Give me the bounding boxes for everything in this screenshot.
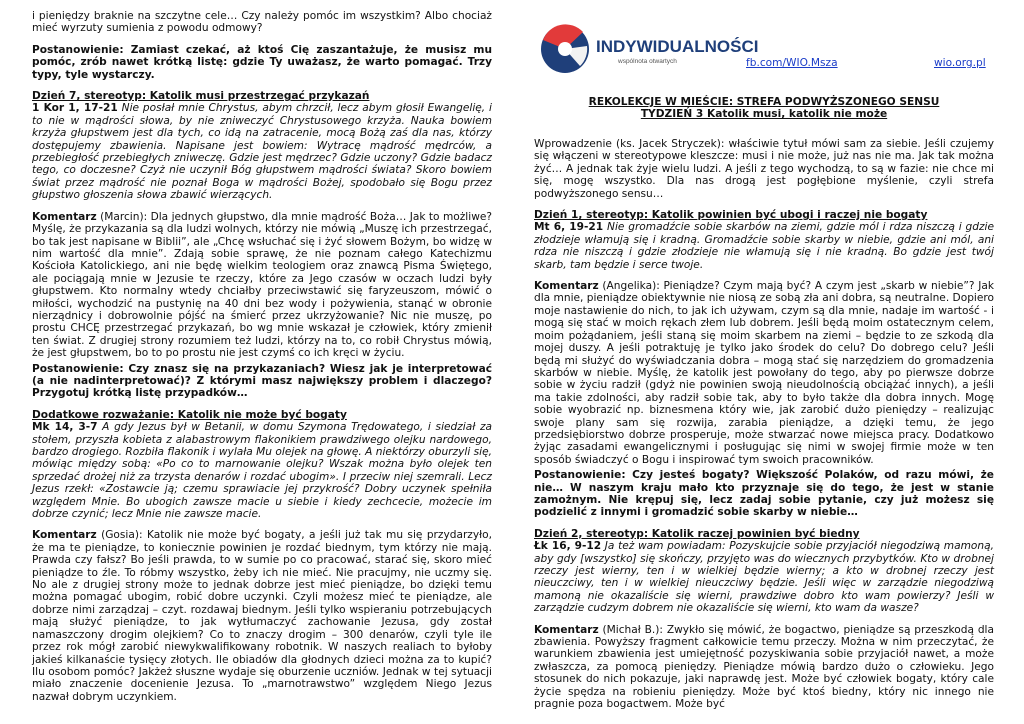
logo-text: INDYWIDUALNOŚCI (596, 37, 759, 56)
comment-text: (Angelika): Pieniądze? Czym mają być? A czym jest „skarb w niebie”? Jak dla mnie, pieniądze obiektywnie nie niosą ze sobą zła ani dobra, są neutralne. Dopiero moje nastawienie do nich, to jak ich używam, czym są dla mnie, nadaje im wartość - i mogą się stać w moich rękach złem lub dobrem. Jeśli będą moim ostatecznym celem, moim pożądaniem, jeśli staną się moim skarbem na ziemi – będzie to ze szkodą dla mojej duszy. A jeśli potraktuję je tylko jako środek do celu? Do dobrego celu? Jeśli będą mi służyć do wyświadczania dobra – mogą stać się narzędziem do gromadzenia skarbów w niebie. Myślę, że katolik jest powołany do tego, aby po pierwsze dobrze sobie w życiu radził (gdyż nie powinien swoją nieudolnością obciążać innych), a jeśli ma takie zdolności, aby radził sobie tak, aby to było także dla dobra innych. Mogę sobie wyobrazić np. biznesmena który wie, jak zarobić dużo pieniędzy – realizując swoje plany sam się rozwija, zarabia pieniądze, a dzięki temu, że jego przedsiębiorstwo dobrze prosperuje, może stwarzać nowe miejsca pracy. Dodatkowo żyjąc zasadami ewangelicznymi i posługując się nimi w swojej firmie może w ten sposób świadczyć o Bogu i inspirować tym swoich pracowników. (534, 280, 994, 466)
scripture-text: A gdy Jezus był w Betanii, w domu Szymona Trędowatego, i siedział za stołem, przyszła kobieta z alabastrowym flakonikiem prawdziwego olejku nardowego, bardzo drogiego. Rozbiła flakonik i wylała Mu olejek na głowę. A niektórzy oburzyli się, mówiąc między sobą: «Po co to marnowanie olejku? Wszak można było olejek ten sprzedać drożej niż za trzysta denarów i rozdać ubogim». I przeciw niej szemrali. Lecz Jezus rzekł: «Zostawcie ją; czemu sprawiacie jej przykrość? Dobry uczynek spełniła względem Mnie. Bo ubogich zawsze macie u siebie i kiedy zechcecie, możecie im dobrze czynić; lecz Mnie nie zawsze macie. (32, 421, 493, 521)
left-column (32, 10, 492, 712)
scripture-reference: Łk 16, 9-12 (534, 540, 602, 553)
indywidualnosci-logo (538, 22, 759, 82)
section-heading: Dodatkowe rozważanie: Katolik nie może być bogaty (32, 408, 347, 421)
comment-text: (Michał B.): Zwykło się mówić, że bogactwo, pieniądze są przeszkodą dla zbawienia. Powyższy fragment całkowicie temu przeczy. Można w nim przeczytać, że warunkiem zbawienia jest umiejętność pozyskiwania sobie przyjaciół nawet, a może zwłaszcza, za pomocą pieniędzy. Pieniądze mówią bardzo dużo o człowieku. Jego stosunek do nich pokazuje, jaki naprawdę jest. Może być człowiek bogaty, który cale życie spędza na robieniu pieniędzy. Może być ktoś biedny, który nic innego nie pragnie poza bogactwem. Może być (534, 623, 994, 711)
resolution-paragraph: Postanowienie: Zamiast czekać, aż ktoś Cię zaszantażuje, że musisz mu pomóc, zrób nawet krótką listę: gdzie Ty uważasz, że warto pomagać. Trzy typy, tyle wystarczy. (32, 43, 492, 81)
comment-paragraph (534, 624, 994, 711)
day7-section (32, 90, 492, 202)
right-column (534, 10, 994, 719)
comment-label: Komentarz (32, 210, 97, 223)
facebook-link[interactable]: fb.com/WIO.Msza (746, 57, 838, 69)
comment-text: (Gosia): Katolik nie może być bogaty, a jeśli już tak mu się przydarzyło, że ma te pieniądze, to koniecznie powinien je rozdać biednym, tym którzy nie mają. Prawda czy fałsz? Bo jeśli prawda, to w sumie po co pracować, starać się, skoro mieć pieniądze to źle. To róbmy wszystko, żeby ich nie mieć. Nie pracujmy, nie uczmy się. No ale z drugiej strony może to jednak dobrze jest mieć pieniądze, bo dzięki temu można pomagać ubogim, robić dobre uczynki. Czyli możesz mieć te pieniądze, ale dobrze nimi zarządzaj – czyt. rozdawaj biednym. Jeśli tylko wspieraniu potrzebujących mają służyć pieniądze, to jak wytłumaczyć zachowanie Jezusa, gdy został namaszczony drogim olejkiem? Co to znaczy drogim – 300 denarów, czyli tyle ile przez rok mógł zarobić niewykwalifikowany robotnik. W naszych realiach to byłoby jakieś kilkanaście tysięcy złotych. Ile obiadów dla głodnych dzieci można za to kupić? Ilu osobom pomóc? Jakżeż słuszne wydaje się oburzenie uczniów. Jednak w tej sytuacji miało znaczenie docenienie Jezusa. To „marnotrawstwo” względem Niego Jezus nazwał dobrym uczynkiem. (32, 529, 492, 703)
day1-section (534, 209, 994, 271)
extra-section (32, 409, 492, 521)
section-heading: Dzień 1, stereotyp: Katolik powinien być ubogi i raczej nie bogaty (534, 209, 928, 222)
title-line-2: TYDZIEŃ 3 Katolik musi, katolik nie może (640, 108, 888, 121)
section-heading: Dzień 7, stereotyp: Katolik musi przestrzegać przykazań (32, 90, 370, 103)
scripture-reference: 1 Kor 1, 17-21 (32, 102, 118, 115)
comment-label: Komentarz (534, 280, 599, 293)
resolution-paragraph: Postanowienie: Czy jesteś bogaty? Większość Polaków, od razu mówi, że nie… W naszym kraju mało kto przyznaje się do tego, że jest w stanie zamożnym. Nie krępuj się, lecz zadaj sobie pytanie, czy już możesz się podzielić z innymi i gromadzić sobie skarby w niebie… (534, 469, 994, 519)
scripture-reference: Mt 6, 19-21 (534, 221, 604, 234)
website-link[interactable]: wio.org.pl (934, 57, 986, 69)
intro-paragraph: i pieniędzy braknie na szczytne cele… Czy należy pomóc im wszystkim? Albo chociaż mieć wyrzuty sumienia z powodu odmowy? (32, 10, 492, 35)
comment-label: Komentarz (534, 623, 599, 636)
comment-label: Komentarz (32, 529, 97, 542)
document-title (534, 96, 994, 121)
logo-subtext: wspólnota otwartych (618, 58, 677, 65)
comment-paragraph (32, 211, 492, 360)
scripture-reference: Mk 14, 3-7 (32, 421, 98, 434)
scripture-text: Ja też wam powiadam: Pozyskujcie sobie przyjaciół niegodziwą mamoną, aby gdy [wszystko] się skończy, przyjęto was do wiecznych przybytków. Kto w drobnej rzeczy jest wierny, ten i w wielkiej będzie wierny; a kto w drobnej rzeczy jest nieuczciwy, ten i w wielkiej nieuczciwy będzie. Jeśli więc w zarządzie niegodziwą mamoną nie okazaliście się wierni, prawdziwe dobro kto wam powierzy? Jeśli w zarządzie cudzym dobrem nie okazaliście się wierni, kto wam da wasze? (534, 540, 994, 615)
scripture-text: Nie posłał mnie Chrystus, abym chrzcił, lecz abym głosił Ewangelię, i to nie w mądrości słowa, by nie zniweczyć Chrystusowego krzyża. Nauka bowiem krzyża głupstwem jest dla tych, co idą na zatracenie, mocą Bożą zaś dla nas, którzy dostępujemy zbawienia. Napisane jest bowiem: Wytracę mądrość mędrców, a przebiegłość przebiegłych zniweczę. Gdzie jest mędrzec? Gdzie uczony? Gdzie badacz tego, co doczesne? Czyż nie uczynił Bóg głupstwem mądrości świata? Skoro bowiem świat przez mądrość nie poznał Boga w mądrości Bożej, spodobało się Bogu przez głupstwo głoszenia słowa zbawić wierzących. (32, 102, 492, 202)
section-heading: Dzień 2, stereotyp: Katolik raczej powinien być biedny (534, 527, 860, 540)
comment-paragraph (32, 529, 492, 703)
document-header (534, 10, 994, 121)
day2-section (534, 528, 994, 615)
comment-paragraph (534, 280, 994, 466)
title-line-1: REKOLEKCJE W MIEŚCIE: STREFA PODWYŻSZONEGO SENSU (588, 96, 940, 108)
scripture-text: Nie gromadźcie sobie skarbów na ziemi, gdzie mól i rdza niszczą i gdzie złodzieje włamują się i kradną. Gromadźcie sobie skarby w niebie, gdzie ani mól, ani rdza nie niszczą i gdzie złodzieje nie włamują się i nie kradną. Bo gdzie jest twój skarb, tam będzie i serce twoje. (534, 221, 995, 271)
introduction-paragraph: Wprowadzenie (ks. Jacek Stryczek): właściwie tytuł mówi sam za siebie. Jeśli czujemy się włączeni w stereotypowe kleszcze: musi i nie może, już nas nie ma. Jak tak można żyć… A jednak tak żyje wielu ludzi. A jeśli z tego wychodzą, to są w fazie: nie chce mi się, mogę wszystko. Dla nas drogą jest pogłębione myślenie, czyli strefa podwyższonego sensu… (534, 138, 994, 200)
comment-text: (Marcin): Dla jednych głupstwo, dla mnie mądrość Boża… Jak to możliwe? Myślę, że przykazania są dla ludzi wolnych, którzy nie mówią „Muszę ich przestrzegać, bo tak jest napisane w Biblii”, ale „Chcę wsłuchać się i żyć słowem Bożym, bo widzę w nim wartość dla mnie”. Zdają sobie sprawę, że nie poznam całego Katechizmu Kościoła Katolickiego, ani nie będę wielkim teologiem oraz znawcą Pisma Świętego, ale pociągają mnie w Jezusie te rzeczy, które za Jego czasów w oczach ludzi były głupstwem. Kto normalny wtedy chciałby przeciwstawić się faryzeuszom, mówić o miłości, wychodzić na pustynię na 40 dni bez wody i pożywienia, stanąć w obronie nierządnicy i dobrowolnie pójść na śmierć przez ukrzyżowanie? Nic nie muszę, po prostu CHCĘ przestrzegać przykazań, bo wg mnie wskazał je człowiek, który zmienił ten świat. Z drugiej strony rozumiem też ludzi, którzy na to, co robił Chrystus mówią, że jest głupstwem, bo to po prostu nie jest czymś co ich kręci w życiu. (32, 210, 492, 360)
resolution-paragraph: Postanowienie: Czy znasz się na przykazaniach? Wiesz jak je interpretować (a nie nadinterpretować)? Z którymi masz największy problem i dlaczego? Przygotuj krótką listę przypadków… (32, 362, 492, 400)
